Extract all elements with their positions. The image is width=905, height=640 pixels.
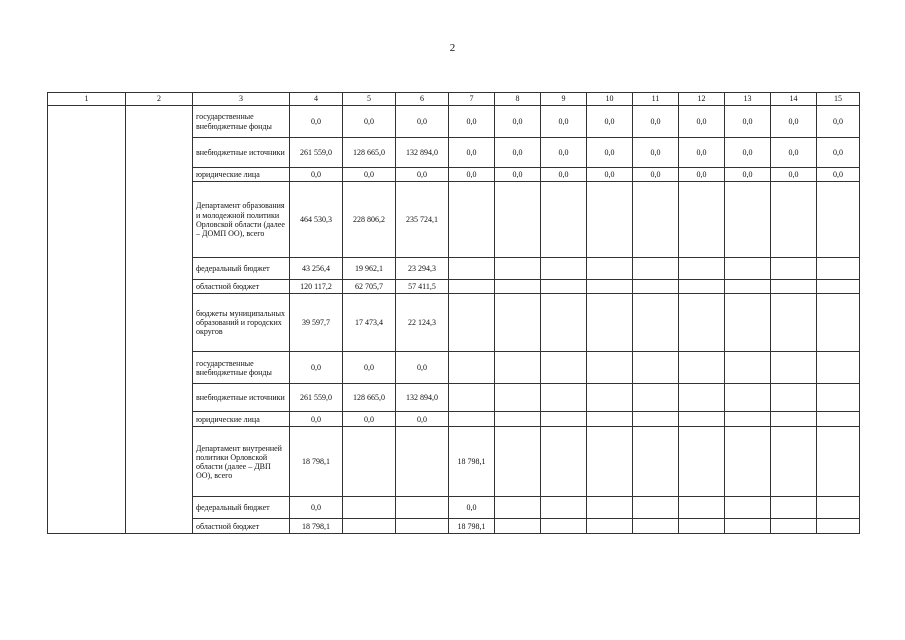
value-cell (771, 352, 817, 384)
value-cell (771, 519, 817, 534)
table-header-row (48, 93, 860, 106)
table-row (48, 106, 860, 138)
value-cell: 0,0 (495, 106, 541, 138)
value-cell (449, 182, 495, 258)
value-cell: 18 798,1 (290, 427, 343, 497)
value-cell (587, 280, 633, 294)
column-header: 5 (343, 93, 396, 106)
value-cell (679, 519, 725, 534)
value-cell (725, 182, 771, 258)
column-header: 2 (126, 93, 193, 106)
value-cell: 0,0 (449, 106, 495, 138)
row-label: Департамент внутренней политики Орловской области (далее – ДВП ОО), всего (193, 427, 290, 497)
value-cell (817, 280, 860, 294)
value-cell (343, 519, 396, 534)
value-cell (771, 294, 817, 352)
value-cell (633, 497, 679, 519)
value-cell: 0,0 (290, 106, 343, 138)
value-cell (771, 384, 817, 412)
value-cell (396, 497, 449, 519)
value-cell: 0,0 (587, 168, 633, 182)
column-header: 13 (725, 93, 771, 106)
value-cell (679, 497, 725, 519)
row-label: федеральный бюджет (193, 497, 290, 519)
value-cell: 0,0 (725, 168, 771, 182)
value-cell (771, 497, 817, 519)
value-cell (679, 258, 725, 280)
column-header: 15 (817, 93, 860, 106)
value-cell: 228 806,2 (343, 182, 396, 258)
budget-table (47, 92, 860, 534)
value-cell (633, 412, 679, 427)
column-header: 9 (541, 93, 587, 106)
value-cell: 0,0 (343, 168, 396, 182)
value-cell (587, 352, 633, 384)
value-cell: 0,0 (541, 168, 587, 182)
value-cell (817, 352, 860, 384)
value-cell: 0,0 (633, 106, 679, 138)
value-cell (771, 280, 817, 294)
value-cell (679, 294, 725, 352)
value-cell (587, 497, 633, 519)
value-cell: 0,0 (541, 106, 587, 138)
value-cell (633, 427, 679, 497)
value-cell (587, 294, 633, 352)
value-cell (725, 427, 771, 497)
value-cell (495, 352, 541, 384)
value-cell (633, 294, 679, 352)
value-cell (449, 384, 495, 412)
value-cell: 0,0 (817, 168, 860, 182)
value-cell (343, 427, 396, 497)
value-cell: 0,0 (633, 168, 679, 182)
column-header: 6 (396, 93, 449, 106)
value-cell (817, 182, 860, 258)
value-cell (725, 294, 771, 352)
column-header: 1 (48, 93, 126, 106)
value-cell (449, 352, 495, 384)
page-number: 2 (449, 42, 456, 54)
row-label: внебюджетные источники (193, 384, 290, 412)
value-cell: 23 294,3 (396, 258, 449, 280)
value-cell (679, 384, 725, 412)
value-cell: 0,0 (449, 497, 495, 519)
value-cell (495, 412, 541, 427)
row-label: юридические лица (193, 412, 290, 427)
value-cell (817, 294, 860, 352)
value-cell (587, 412, 633, 427)
value-cell: 235 724,1 (396, 182, 449, 258)
value-cell: 0,0 (725, 138, 771, 168)
value-cell: 22 124,3 (396, 294, 449, 352)
value-cell (495, 294, 541, 352)
value-cell: 0,0 (771, 168, 817, 182)
value-cell (495, 182, 541, 258)
value-cell (679, 412, 725, 427)
value-cell (541, 280, 587, 294)
value-cell (771, 412, 817, 427)
column-header: 12 (679, 93, 725, 106)
row-label: областной бюджет (193, 519, 290, 534)
value-cell: 0,0 (396, 412, 449, 427)
column-header: 11 (633, 93, 679, 106)
row-label: областной бюджет (193, 280, 290, 294)
value-cell: 0,0 (396, 168, 449, 182)
value-cell: 57 411,5 (396, 280, 449, 294)
value-cell: 0,0 (449, 138, 495, 168)
value-cell: 0,0 (290, 352, 343, 384)
value-cell (817, 412, 860, 427)
value-cell (587, 384, 633, 412)
value-cell: 18 798,1 (290, 519, 343, 534)
value-cell: 19 962,1 (343, 258, 396, 280)
value-cell (449, 280, 495, 294)
value-cell (396, 427, 449, 497)
value-cell: 0,0 (290, 497, 343, 519)
value-cell (495, 427, 541, 497)
value-cell (679, 352, 725, 384)
value-cell: 0,0 (343, 352, 396, 384)
value-cell (679, 427, 725, 497)
value-cell (771, 258, 817, 280)
value-cell (541, 497, 587, 519)
value-cell (541, 182, 587, 258)
value-cell (633, 352, 679, 384)
row-label: федеральный бюджет (193, 258, 290, 280)
value-cell (817, 497, 860, 519)
value-cell (817, 384, 860, 412)
value-cell (817, 258, 860, 280)
value-cell (541, 427, 587, 497)
value-cell: 0,0 (679, 138, 725, 168)
column-header: 4 (290, 93, 343, 106)
value-cell: 0,0 (290, 168, 343, 182)
value-cell (587, 427, 633, 497)
value-cell (633, 258, 679, 280)
value-cell (495, 497, 541, 519)
value-cell (541, 352, 587, 384)
value-cell: 0,0 (817, 106, 860, 138)
value-cell (771, 427, 817, 497)
value-cell: 0,0 (495, 168, 541, 182)
value-cell: 0,0 (817, 138, 860, 168)
value-cell (343, 497, 396, 519)
row-label: бюджеты муниципальных образований и городских округов (193, 294, 290, 352)
value-cell: 0,0 (343, 412, 396, 427)
value-cell: 0,0 (771, 106, 817, 138)
column-header: 14 (771, 93, 817, 106)
value-cell (495, 384, 541, 412)
value-cell: 0,0 (725, 106, 771, 138)
value-cell: 0,0 (495, 138, 541, 168)
row-label: государственные внебюджетные фонды (193, 106, 290, 138)
value-cell: 0,0 (679, 168, 725, 182)
value-cell: 0,0 (679, 106, 725, 138)
row-label: внебюджетные источники (193, 138, 290, 168)
value-cell (725, 497, 771, 519)
row-label: Департамент образования и молодежной политики Орловской области (далее – ДОМП ОО), всего (193, 182, 290, 258)
value-cell (817, 427, 860, 497)
value-cell: 0,0 (396, 106, 449, 138)
value-cell (725, 258, 771, 280)
value-cell (495, 258, 541, 280)
value-cell (633, 182, 679, 258)
value-cell: 261 559,0 (290, 138, 343, 168)
value-cell (725, 352, 771, 384)
value-cell (725, 412, 771, 427)
row-label: юридические лица (193, 168, 290, 182)
value-cell: 128 665,0 (343, 138, 396, 168)
value-cell (449, 294, 495, 352)
value-cell (587, 182, 633, 258)
value-cell: 261 559,0 (290, 384, 343, 412)
value-cell: 464 530,3 (290, 182, 343, 258)
table-cell-col2 (126, 106, 193, 534)
value-cell (633, 280, 679, 294)
value-cell (541, 519, 587, 534)
value-cell: 0,0 (633, 138, 679, 168)
value-cell (541, 258, 587, 280)
value-cell: 0,0 (587, 106, 633, 138)
value-cell (633, 519, 679, 534)
value-cell (725, 519, 771, 534)
value-cell: 120 117,2 (290, 280, 343, 294)
value-cell (495, 280, 541, 294)
value-cell (587, 258, 633, 280)
value-cell: 0,0 (541, 138, 587, 168)
value-cell (541, 384, 587, 412)
column-header: 3 (193, 93, 290, 106)
value-cell: 132 894,0 (396, 384, 449, 412)
value-cell: 0,0 (449, 168, 495, 182)
row-label: государственные внебюджетные фонды (193, 352, 290, 384)
value-cell (396, 519, 449, 534)
value-cell (679, 182, 725, 258)
value-cell: 43 256,4 (290, 258, 343, 280)
table-cell-col1 (48, 106, 126, 534)
value-cell: 0,0 (587, 138, 633, 168)
value-cell (633, 384, 679, 412)
value-cell: 18 798,1 (449, 427, 495, 497)
column-header: 8 (495, 93, 541, 106)
value-cell: 39 597,7 (290, 294, 343, 352)
value-cell (541, 412, 587, 427)
value-cell (541, 294, 587, 352)
value-cell: 0,0 (771, 138, 817, 168)
value-cell: 17 473,4 (343, 294, 396, 352)
value-cell (725, 384, 771, 412)
value-cell (817, 519, 860, 534)
value-cell: 0,0 (396, 352, 449, 384)
column-header: 7 (449, 93, 495, 106)
value-cell: 128 665,0 (343, 384, 396, 412)
value-cell (725, 280, 771, 294)
value-cell (495, 519, 541, 534)
value-cell (679, 280, 725, 294)
value-cell (587, 519, 633, 534)
value-cell (449, 412, 495, 427)
column-header: 10 (587, 93, 633, 106)
value-cell (771, 182, 817, 258)
value-cell: 18 798,1 (449, 519, 495, 534)
value-cell: 62 705,7 (343, 280, 396, 294)
value-cell (449, 258, 495, 280)
value-cell: 0,0 (343, 106, 396, 138)
value-cell: 132 894,0 (396, 138, 449, 168)
value-cell: 0,0 (290, 412, 343, 427)
